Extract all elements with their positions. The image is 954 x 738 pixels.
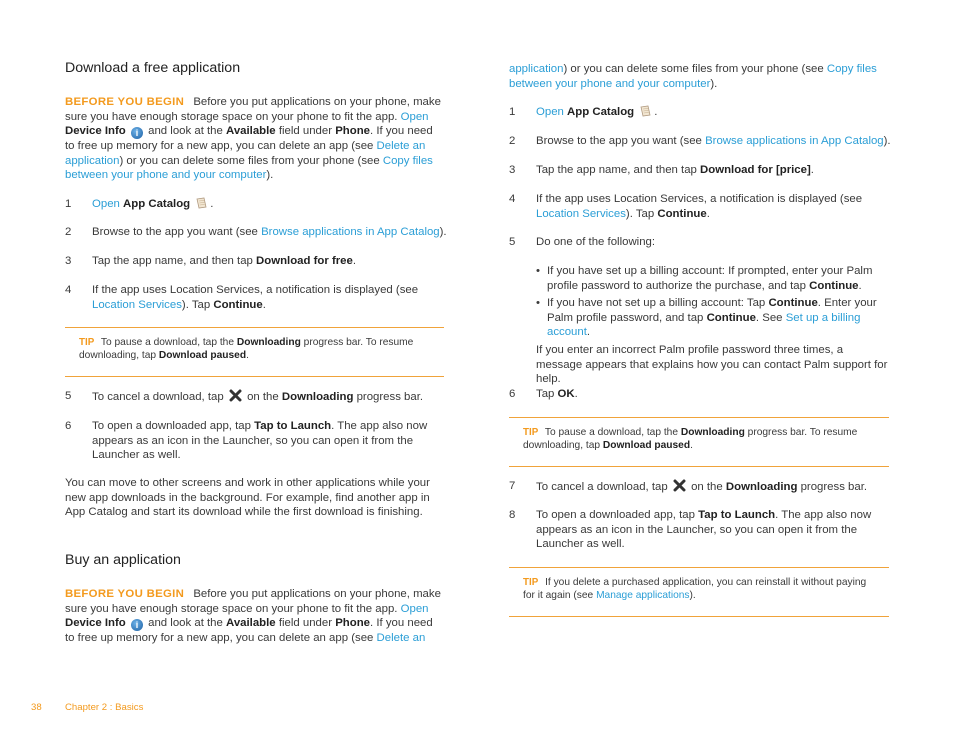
tip-rule-bottom	[509, 466, 889, 467]
text: ).	[883, 135, 891, 147]
cancel-x-icon	[229, 389, 242, 402]
bullet-dot: •	[536, 297, 540, 309]
available-label: Available	[226, 125, 276, 138]
link-browse-apps[interactable]: Browse applications in App Catalog	[705, 135, 884, 147]
text: on the	[691, 481, 723, 493]
text: ).	[710, 77, 718, 90]
text: . See	[755, 311, 783, 324]
step-number: 1	[65, 198, 72, 210]
tip-rule-top	[509, 567, 889, 568]
bullet-billing-set-up	[536, 264, 891, 293]
phone-label: Phone	[335, 617, 370, 630]
info-icon: i	[131, 127, 143, 139]
bullet-dot: •	[536, 265, 540, 277]
ok-label: OK	[557, 388, 575, 400]
text: Tap the app name, and then tap	[92, 255, 253, 267]
text: field under	[278, 617, 333, 630]
text: . If you need to free up memory for a new app, you can delete an app (see	[65, 617, 433, 645]
downloading-label: Downloading	[725, 481, 798, 493]
text: . If you need to free up memory for a new app, you can delete an app (see	[65, 125, 433, 153]
step-number: 6	[509, 388, 516, 400]
tip-rule-bottom	[509, 616, 889, 617]
text: .	[210, 198, 214, 210]
text: To cancel a download, tap	[92, 391, 224, 403]
continue-label: Continue	[706, 311, 756, 324]
text: . The app also now appears as an icon in the Launcher, so you can open it from the Launcher as well.	[92, 420, 428, 462]
step-number: 4	[65, 284, 72, 296]
continue-label: Continue	[657, 207, 707, 220]
link-manage-apps[interactable]: Manage applications	[596, 589, 690, 601]
app-catalog-label: App Catalog	[567, 106, 635, 118]
app-catalog-icon	[640, 105, 651, 117]
text: To open a downloaded app, tap	[536, 509, 695, 521]
step-5-note: If you enter an incorrect Palm profile password three times, a message appears that explains how you can contact Palm support for help.	[536, 344, 888, 386]
text: progress bar. To resume downloading, tap	[79, 337, 414, 361]
link-open[interactable]: Open	[536, 106, 564, 118]
app-catalog-label: App Catalog	[123, 198, 191, 210]
text: ) or you can delete some files from your phone (see	[119, 154, 380, 167]
heading-download-free: Download a free application	[65, 60, 241, 76]
tip-rule-top	[509, 417, 889, 418]
text: on the	[247, 391, 279, 403]
link-copy-files[interactable]: Copy files between your phone and your computer	[509, 63, 877, 90]
text: field under	[278, 125, 333, 138]
link-open[interactable]: Open	[400, 110, 429, 123]
tip-box-3	[523, 577, 877, 602]
continue-label: Continue	[213, 298, 263, 311]
tip-label: TIP	[523, 577, 539, 588]
text: Tap	[536, 388, 555, 400]
tap-to-launch-label: Tap to Launch	[698, 509, 776, 521]
text: .	[706, 207, 710, 220]
text: ). Tap	[181, 298, 211, 311]
text: .	[690, 439, 693, 451]
step-number: 5	[509, 236, 516, 248]
text: To pause a download, tap the	[544, 427, 679, 438]
tip-rule-bottom	[65, 376, 444, 377]
link-billing-account[interactable]: Set up a billing account	[547, 311, 861, 339]
text: Do one of the following:	[536, 236, 656, 248]
step-number: 6	[65, 420, 72, 432]
text: Tap the app name, and then tap	[536, 164, 697, 176]
text: .	[262, 298, 266, 311]
step-number: 7	[509, 480, 516, 492]
text: .	[586, 326, 591, 339]
continue-label: Continue	[809, 279, 859, 292]
text: ).	[266, 169, 274, 182]
download-paused-label: Download paused	[158, 349, 247, 361]
before-you-begin-2	[65, 587, 445, 646]
download-paused-label: Download paused	[602, 439, 691, 451]
text: To cancel a download, tap	[536, 481, 668, 493]
downloading-label: Downloading	[236, 337, 301, 348]
device-info-label: Device Info	[65, 617, 126, 630]
text: To pause a download, tap the	[100, 337, 235, 348]
step-number: 5	[65, 390, 72, 402]
text: If the app uses Location Services, a notification is displayed (see	[536, 193, 863, 205]
text: .	[574, 388, 578, 400]
text: and look at the	[148, 617, 223, 630]
text: If you delete a purchased application, you can reinstall it without paying for it again (see	[523, 577, 867, 601]
app-catalog-icon	[196, 197, 207, 209]
step-number: 2	[65, 226, 72, 238]
available-label: Available	[226, 617, 276, 630]
text: To open a downloaded app, tap	[92, 420, 251, 432]
bullet-billing-not-set-up	[536, 296, 891, 340]
paragraph-background-download: You can move to other screens and work in other applications while your new app downloads in the background. For example, find another app in App Catalog and start its download while the first download is finishing.	[65, 477, 430, 519]
text: progress bar. To resume downloading, tap	[523, 427, 858, 451]
before-you-begin-label: BEFORE YOU BEGIN	[65, 588, 185, 600]
page-number: 38	[31, 702, 42, 713]
before-you-begin-1	[65, 95, 445, 183]
link-open[interactable]: Open	[92, 198, 120, 210]
tip-label: TIP	[523, 427, 539, 438]
chapter-label: Chapter 2 : Basics	[65, 702, 144, 713]
link-location-services[interactable]: Location Services	[536, 207, 626, 220]
text: ) or you can delete some files from your phone (see	[563, 63, 824, 75]
text: .	[858, 279, 862, 292]
text: progress bar.	[800, 481, 868, 493]
link-delete-app-cont[interactable]: application	[509, 63, 564, 75]
text: and look at the	[148, 125, 223, 138]
step-number: 3	[509, 164, 516, 176]
text: ).	[439, 226, 447, 238]
step-number: 3	[65, 255, 72, 267]
text: ).	[689, 589, 696, 601]
heading-buy-application: Buy an application	[65, 552, 181, 568]
text: .	[654, 106, 658, 118]
before-you-begin-label: BEFORE YOU BEGIN	[65, 96, 185, 108]
phone-label: Phone	[335, 125, 370, 138]
text: progress bar.	[356, 391, 424, 403]
text: Before you put applications on your phone, make sure you have enough storage space on your phone to fit the app.	[65, 588, 441, 615]
continued-text	[509, 62, 891, 91]
link-open[interactable]: Open	[400, 602, 429, 615]
link-delete-app[interactable]: Delete an application	[65, 140, 426, 167]
tap-to-launch-label: Tap to Launch	[254, 420, 332, 432]
download-for-price-label: Download for [price]	[700, 164, 811, 176]
step-number: 1	[509, 106, 516, 118]
text: If the app uses Location Services, a notification is displayed (see	[92, 284, 419, 296]
link-browse-apps[interactable]: Browse applications in App Catalog	[261, 226, 440, 238]
tip-label: TIP	[79, 337, 95, 348]
text: .	[810, 164, 814, 176]
tip-box-2	[523, 427, 875, 452]
text: If you have not set up a billing account: Tap	[547, 297, 766, 309]
step-number: 2	[509, 135, 516, 147]
step-number: 4	[509, 193, 516, 205]
text: .	[352, 255, 357, 267]
downloading-label: Downloading	[680, 427, 745, 438]
cancel-x-icon	[673, 479, 686, 492]
text: . Enter your Palm profile password, and tap	[547, 297, 877, 324]
text: .	[246, 349, 249, 361]
text: Browse to the app you want (see	[92, 226, 258, 238]
text: Before you put applications on your phone, make sure you have enough storage space on your phone to fit the app.	[65, 96, 441, 123]
download-for-free-label: Download for free	[256, 255, 353, 267]
step-number: 8	[509, 509, 516, 521]
info-icon: i	[131, 619, 143, 631]
link-delete-app[interactable]: Delete an	[376, 632, 426, 645]
tip-box-1	[79, 337, 431, 362]
text: Browse to the app you want (see	[536, 135, 702, 147]
device-info-label: Device Info	[65, 125, 126, 138]
text: ). Tap	[625, 207, 655, 220]
text: . The app also now appears as an icon in the Launcher, so you can open it from the Launcher as well.	[536, 509, 872, 551]
downloading-label: Downloading	[281, 391, 354, 403]
tip-rule-top	[65, 327, 444, 328]
link-copy-files[interactable]: Copy files between your phone and your computer	[65, 154, 433, 182]
continue-label: Continue	[768, 297, 818, 309]
link-location-services[interactable]: Location Services	[92, 298, 182, 311]
text: If you have set up a billing account: If prompted, enter your Palm profile password to authorize the purchase, and tap	[547, 265, 873, 292]
